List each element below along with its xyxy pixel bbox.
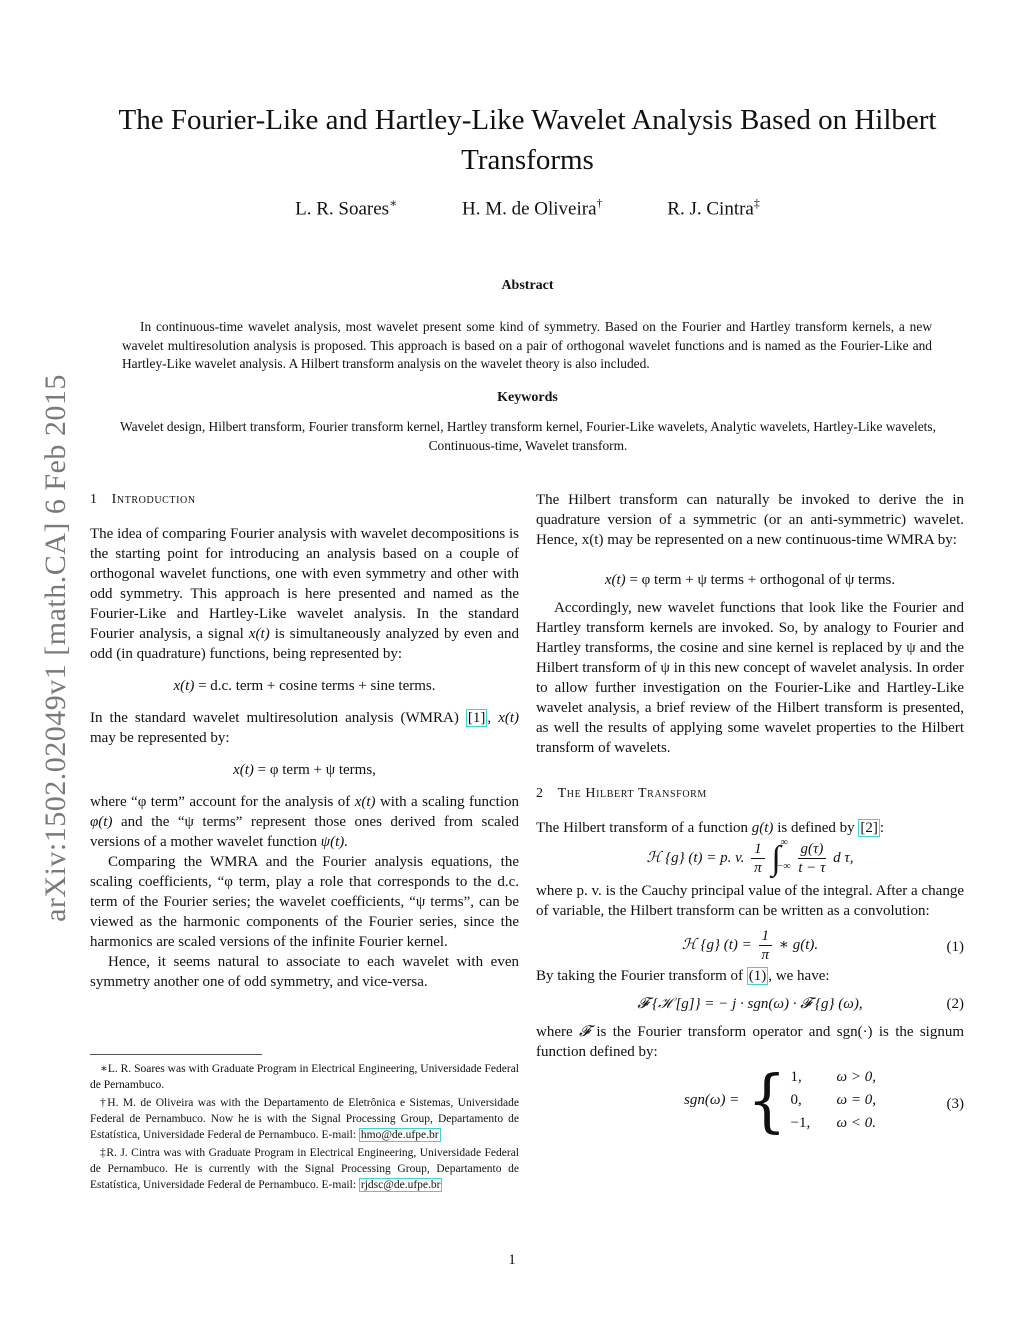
paragraph: By taking the Fourier transform of (1) , we have: (536, 968, 830, 984)
footnote: †H. M. de Oliveira was with the Departamento de Eletrônica e Sistemas, Universidade Federal de Pernambuco. Now he is with the Signal Processing Group, Departamento de Estatística, Universidade Federal de Pernambuco. E-mail: hmo@de.ufpe.br (90, 1097, 519, 1141)
author-list (110, 196, 945, 220)
footnotes (90, 1054, 519, 1195)
arxiv-identifier: arXiv:1502.02049v1 [math.CA] 6 Feb 2015 (39, 374, 72, 922)
citation-link[interactable]: [1] (467, 710, 486, 726)
arxiv-sidebar (36, 330, 76, 970)
case-row: 1, ω > 0, (790, 1069, 876, 1085)
footnote: ‡R. J. Cintra was with Graduate Program in Electrical Engineering, Universidade Federal de Pernambuco. He is currently with the Signal Processing Group, Departamento de Estatística, Universidade Federal de Pernambuco. E-mail: rjdsc@de.ufpe.br (90, 1147, 519, 1191)
equation-3: sgn(ω) = { 1, ω > 0, 0, ω = 0, −1, ω < 0. (3) (684, 1059, 964, 1141)
case-row: 0, ω = 0, (790, 1092, 876, 1108)
equation-reference-link[interactable]: (1) (748, 968, 767, 984)
footnote: ∗L. R. Soares was with Graduate Program in Electrical Engineering, Universidade Federal de Pernambuco. (90, 1063, 519, 1091)
paragraph: The Hilbert transform of a function g(t) is defined by [2] : (536, 820, 885, 836)
case-row: −1, ω < 0. (790, 1115, 876, 1131)
equation-number: (2) (946, 996, 964, 1012)
paragraph: Accordingly, new wavelet functions that look like the Fourier and Hartley transform kernels are invoked. So, by analogy to Fourier and Hartley transforms, the cosine and sine kernel is replaced by ψ and the Hilbert transform of ψ in this new concept of wavelet analysis. In order to allow further investigation on the Fourier-Like and Hartley-Like wavelet analysis, a brief review of the Hilbert transform is presented, as well the results of applying some wavelet properties to the Hilbert transform of wavelets. (536, 600, 965, 756)
left-column (90, 490, 519, 992)
equation-hilbert-definition: ℋ {g} (t) = p. v. $\frac{1}{\pi}$ ∫ ∞ −∞ $\frac{g(\tau)}{t - \tau}$ d τ, (646, 836, 854, 877)
paragraph: In the standard wavelet multiresolution analysis (WMRA) [1] , x(t) may be represented by: (90, 710, 520, 746)
equation-number: (3) (946, 1096, 964, 1112)
equation-fourier-decomposition: x(t) = d.c. term + cosine terms + sine terms. (173, 678, 436, 694)
keywords-heading: Keywords (497, 390, 558, 405)
equation-wmra: x(t) = φ term + ψ terms, (233, 762, 376, 778)
author: H. M. de Oliveira† (461, 196, 603, 220)
section-1-heading: 1 Introduction (90, 492, 196, 507)
paragraph: Hence, it seems natural to associate to each wavelet with even symmetry another one of odd symmetry, and vice-versa. (90, 954, 519, 990)
equation-new-wmra: x(t) = φ term + ψ terms + orthogonal of ψ terms. (604, 572, 896, 588)
paragraph: The idea of comparing Fourier analysis with wavelet decompositions is the starting point for introducing an analysis based on a couple of orthogonal wavelet functions, one with even symmetry and other with odd symmetry. This approach is here presented and named as the Fourier-Like and Hartley-Like wavelet analysis. In the standard Fourier analysis, a signal x(t) is simultaneously analyzed by even and odd (in quadrature) functions, being represented by: (90, 526, 520, 662)
integral-sign: ∫ (771, 839, 781, 877)
keywords-text: Wavelet design, Hilbert transform, Fourier transform kernel, Hartley transform kernel, Fourier-Like wavelets, Analytic wavelets, Hartley-Like wavelets, Continuous-time, Wavelet transform. (120, 419, 936, 453)
paragraph: where p. v. is the Cauchy principal value of the integral. After a change of variable, the Hilbert transform can be written as a convolution: (536, 883, 964, 919)
email-link[interactable]: hmo@de.ufpe.br (360, 1129, 439, 1141)
paragraph: Comparing the WMRA and the Fourier analysis equations, the scaling coefficients, “φ term, play a role that corresponds to the d.c. term of the Fourier series; the wavelet coefficients, “ψ terms”, can be viewed as the harmonic components of the Fourier series, since the harmonics are scaled versions of the infinite Fourier kernel. (90, 854, 519, 950)
abstract-heading: Abstract (501, 278, 554, 293)
section-2-heading: 2 The Hilbert Transform (536, 786, 707, 801)
author: L. R. Soares∗ (295, 196, 398, 220)
paragraph: The Hilbert transform can naturally be invoked to derive the in quadrature version of a symmetric (or an anti-symmetric) wavelet. Hence, x(t) may be represented on a new continuous-time WMRA by: (536, 492, 964, 548)
piecewise-cases: { 1, ω > 0, 0, ω = 0, −1, ω < 0. (747, 1059, 876, 1141)
paragraph: where 𝓕 is the Fourier transform operator and sgn(·) is the signum function defined by: (536, 1024, 965, 1060)
footnote-rule (90, 1054, 262, 1055)
page-number: 1 (508, 1252, 516, 1268)
equation-2: 𝓕 {ℋ [g]} = − j · sgn(ω) · 𝓕 {g} (ω), (2) (637, 996, 964, 1012)
email-link[interactable]: rjdsc@de.ufpe.br (360, 1179, 441, 1191)
equation-1: ℋ {g} (t) = $\frac{1}{\pi}$ ∗ g(t). (1) (681, 928, 964, 963)
equation-number: (1) (946, 939, 964, 955)
paper-title: The Fourier-Like and Hartley-Like Wavelet Analysis Based on Hilbert Transforms (118, 104, 937, 176)
paragraph: where “φ term” account for the analysis of x(t) with a scaling function φ(t) and the “ψ terms” represent those ones derived from scaled versions of a mother wavelet function ψ(t). (90, 794, 519, 850)
abstract-text: In continuous-time wavelet analysis, most wavelet present some kind of symmetry. Based on the Fourier and Hartley transform kernels, a new wavelet multiresolution analysis is proposed. This approach is based on a pair of orthogonal wavelet functions and is named as the Fourier-Like and Hartley-Like wavelet analysis. A Hilbert transform analysis on the wavelet theory is also included. (122, 319, 932, 371)
right-column (536, 490, 965, 1141)
citation-link[interactable]: [2] (860, 820, 878, 836)
author: R. J. Cintra‡ (667, 196, 760, 220)
